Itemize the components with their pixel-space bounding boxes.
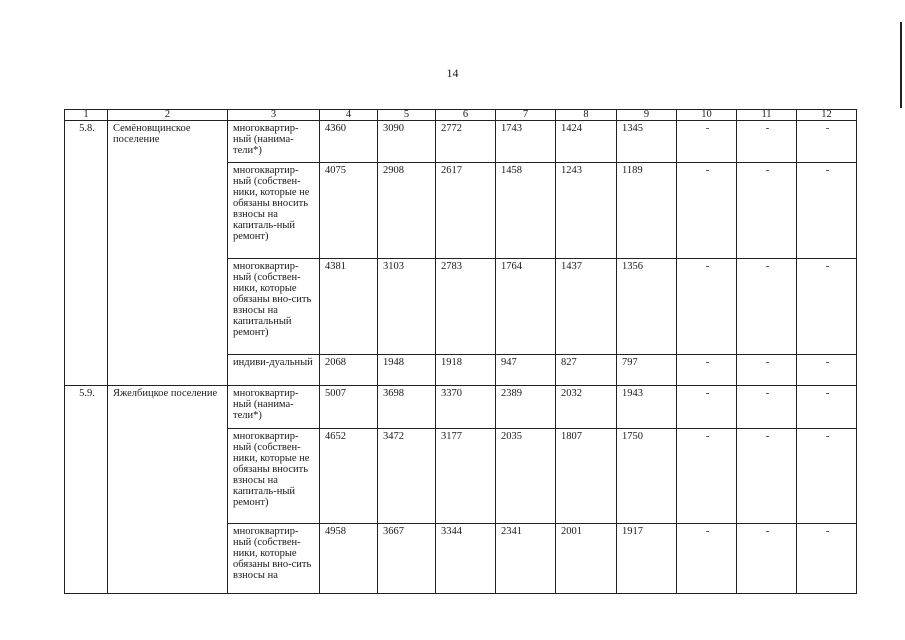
margin-line xyxy=(900,22,902,108)
value-cell: 1189 xyxy=(617,163,677,259)
value-cell: 2617 xyxy=(436,163,496,259)
housing-type-cell xyxy=(228,524,320,594)
housing-type: многоквартир-ный (собствен-ники, которые не обязаны вносить взносы на капиталь-ный ремонт) xyxy=(228,429,320,524)
value-cell: 1437 xyxy=(556,259,617,355)
value-cell: 3370 xyxy=(436,386,496,429)
housing-type: многоквартир-ный (собствен-ники, которые обязаны вно-сить взносы на капитальный ремонт) xyxy=(228,259,320,355)
housing-type: многоквартир-ный (нанима-тели*) xyxy=(228,121,320,163)
value-cell: - xyxy=(737,163,797,259)
value-cell: 797 xyxy=(617,355,677,386)
value-cell: - xyxy=(677,259,737,355)
value-cell: 1807 xyxy=(556,429,617,524)
value-cell: 1948 xyxy=(378,355,436,386)
value-cell: - xyxy=(737,259,797,355)
value-cell: 1243 xyxy=(556,163,617,259)
value-cell: 4381 xyxy=(320,259,378,355)
header-row xyxy=(65,110,857,121)
value-cell: 4075 xyxy=(320,163,378,259)
value-cell: 1743 xyxy=(496,121,556,163)
page-number: 14 xyxy=(446,66,459,80)
row-number: 5.9. xyxy=(65,386,108,594)
value-cell: 1764 xyxy=(496,259,556,355)
header-cell: 6 xyxy=(436,110,496,121)
value-cell: - xyxy=(737,355,797,386)
value-cell: 2772 xyxy=(436,121,496,163)
value-cell: 3103 xyxy=(378,259,436,355)
header-cell: 12 xyxy=(797,110,857,121)
value-cell: 947 xyxy=(496,355,556,386)
value-cell: 2908 xyxy=(378,163,436,259)
header-cell: 5 xyxy=(378,110,436,121)
value-cell: - xyxy=(737,524,797,594)
value-cell: - xyxy=(677,121,737,163)
value-cell: - xyxy=(797,163,857,259)
value-cell: 1943 xyxy=(617,386,677,429)
value-cell: 4958 xyxy=(320,524,378,594)
value-cell: 4652 xyxy=(320,429,378,524)
value-cell: 2001 xyxy=(556,524,617,594)
header-cell: 4 xyxy=(320,110,378,121)
value-cell: - xyxy=(737,121,797,163)
header-cell: 11 xyxy=(737,110,797,121)
header-cell: 1 xyxy=(65,110,108,121)
row-number: 5.8. xyxy=(65,121,108,386)
value-cell: - xyxy=(797,121,857,163)
settlement-name: Яжелбицкое поселение xyxy=(108,386,228,594)
value-cell: - xyxy=(677,386,737,429)
value-cell: 1917 xyxy=(617,524,677,594)
value-cell: 3667 xyxy=(378,524,436,594)
header-cell: 3 xyxy=(228,110,320,121)
header-cell: 10 xyxy=(677,110,737,121)
value-cell: 1918 xyxy=(436,355,496,386)
value-cell: 2068 xyxy=(320,355,378,386)
value-cell: 827 xyxy=(556,355,617,386)
housing-type: многоквартир-ный (собствен-ники, которые не обязаны вносить взносы на капиталь-ный ремонт) xyxy=(228,163,320,259)
value-cell: - xyxy=(677,355,737,386)
value-cell: - xyxy=(677,163,737,259)
value-cell: 1458 xyxy=(496,163,556,259)
tariff-table xyxy=(64,109,857,594)
value-cell: 1356 xyxy=(617,259,677,355)
value-cell: 4360 xyxy=(320,121,378,163)
header-cell: 2 xyxy=(108,110,228,121)
value-cell: - xyxy=(677,429,737,524)
housing-type: многоквартир-ный (нанима-тели*) xyxy=(228,386,320,429)
value-cell: - xyxy=(797,524,857,594)
housing-type: многоквартир-ный (собствен-ники, которые обязаны вно-сить взносы на xyxy=(233,526,312,581)
value-cell: 5007 xyxy=(320,386,378,429)
value-cell: 3090 xyxy=(378,121,436,163)
value-cell: - xyxy=(797,386,857,429)
value-cell: - xyxy=(677,524,737,594)
header-cell: 8 xyxy=(556,110,617,121)
housing-type: индиви-дуальный xyxy=(228,355,320,386)
value-cell: 3344 xyxy=(436,524,496,594)
value-cell: 2783 xyxy=(436,259,496,355)
value-cell: 3177 xyxy=(436,429,496,524)
table-row xyxy=(65,121,857,163)
value-cell: - xyxy=(797,355,857,386)
value-cell: 2341 xyxy=(496,524,556,594)
value-cell: - xyxy=(797,429,857,524)
header-cell: 9 xyxy=(617,110,677,121)
value-cell: 2032 xyxy=(556,386,617,429)
value-cell: 1750 xyxy=(617,429,677,524)
value-cell: 3472 xyxy=(378,429,436,524)
value-cell: 2035 xyxy=(496,429,556,524)
table-row xyxy=(65,386,857,429)
settlement-name: Семёновщинское поселение xyxy=(108,121,228,386)
value-cell: 3698 xyxy=(378,386,436,429)
value-cell: 1424 xyxy=(556,121,617,163)
value-cell: 2389 xyxy=(496,386,556,429)
value-cell: - xyxy=(797,259,857,355)
value-cell: - xyxy=(737,386,797,429)
value-cell: 1345 xyxy=(617,121,677,163)
value-cell: - xyxy=(737,429,797,524)
header-cell: 7 xyxy=(496,110,556,121)
